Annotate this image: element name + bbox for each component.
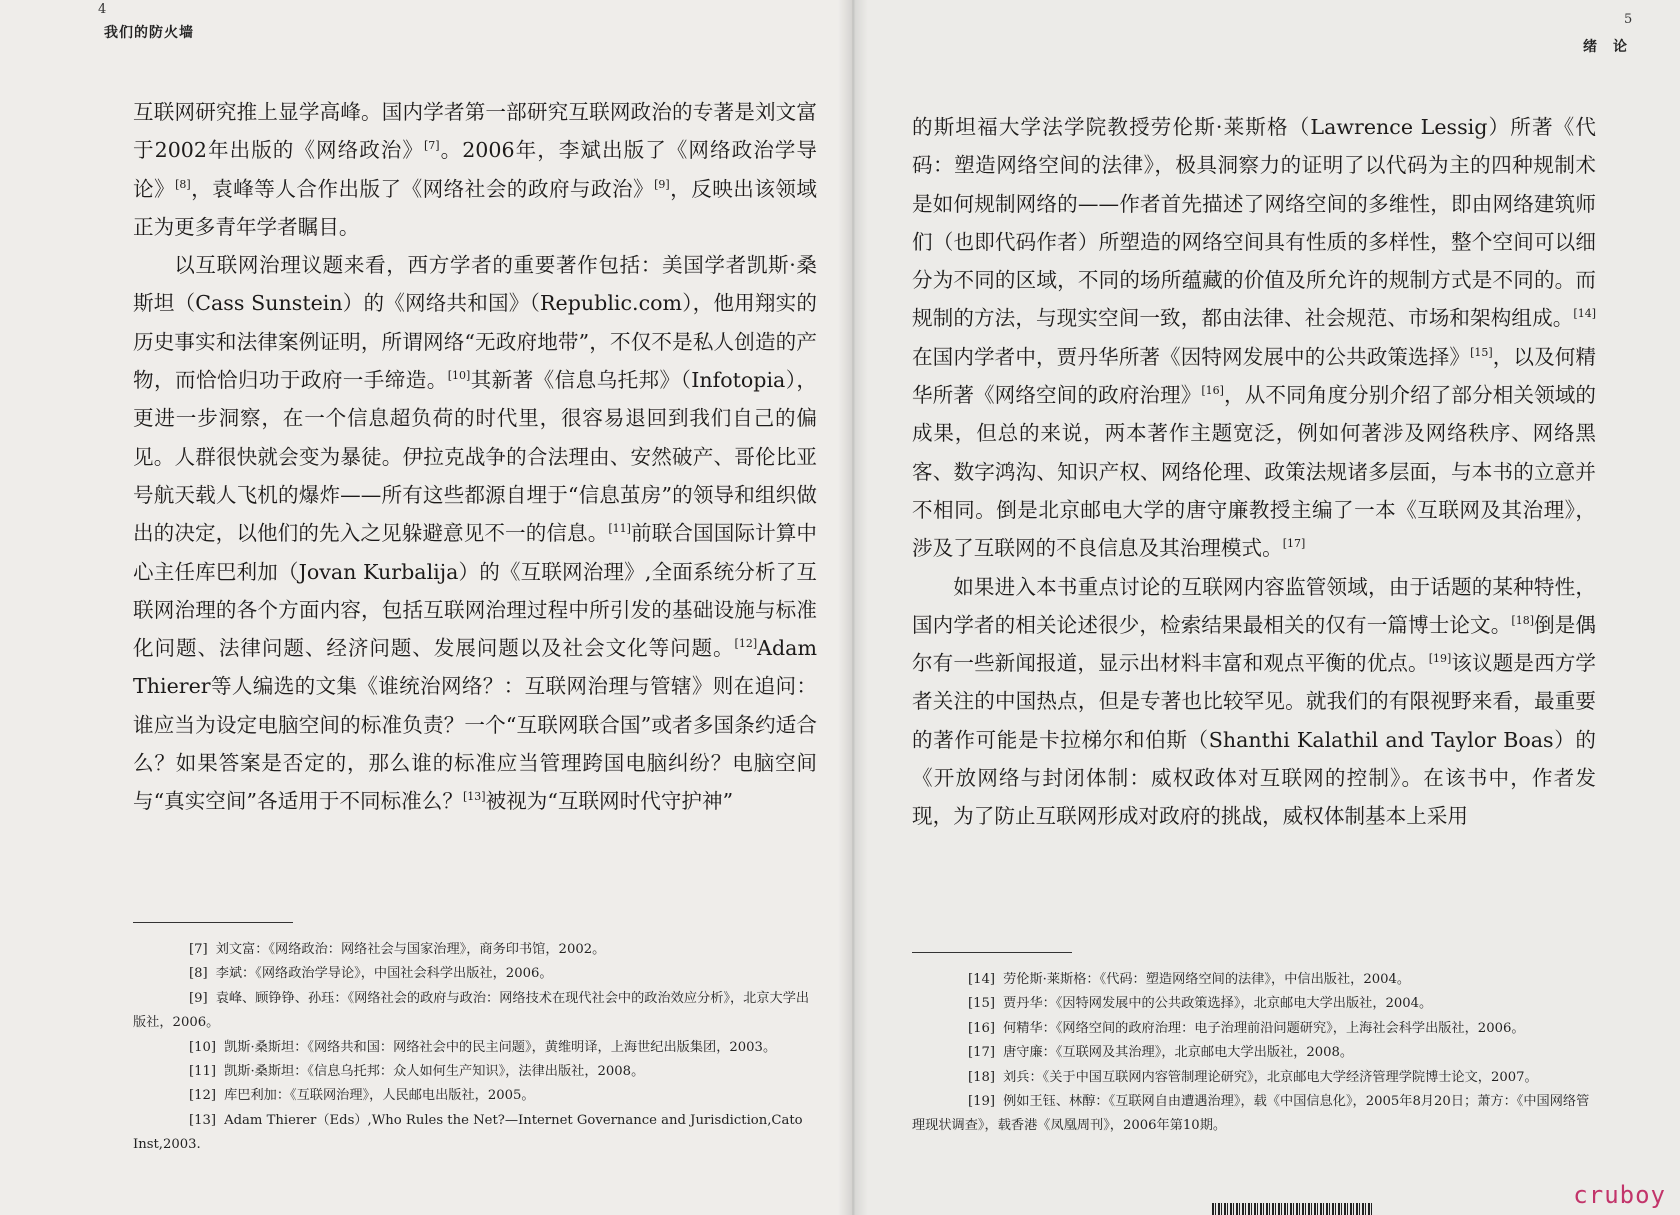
- footnote-reference: [19]: [1428, 652, 1452, 666]
- footnote-entry: [133, 1060, 817, 1084]
- footnote-entry: [912, 992, 1596, 1016]
- body-paragraph: [133, 246, 817, 820]
- text-run: 互联网研究推上显学高峰。国内学者第一部研究互联网政治的专著是刘文富于2002年出版的《网络政治》: [133, 100, 817, 163]
- footnote-entry: [912, 968, 1596, 992]
- footnote-mark: [15]: [968, 996, 996, 1012]
- text-run: 被视为“互联网时代守护神”: [485, 789, 734, 814]
- right-page: [852, 0, 1680, 1215]
- text-run: 。2006年，李斌出版了《网络政治学导论》: [133, 138, 817, 201]
- footnote-text: Adam Thierer（Eds）,Who Rules the Net?—Internet Governance and Jurisdiction,Cato Inst,2003.: [133, 1112, 803, 1153]
- text-run: 倒是偶尔有一些新闻报道，显示出材料丰富和观点平衡的优点。: [912, 612, 1597, 676]
- right-body-text: [912, 108, 1596, 836]
- footnote-mark: [13]: [189, 1112, 217, 1128]
- text-run: ，袁峰等人合作出版了《网络社会的政府与政治》: [190, 176, 655, 201]
- left-footnote-rule: [133, 922, 293, 923]
- text-run: 以互联网治理议题来看，西方学者的重要著作包括：美国学者凯斯·桑斯坦（Cass Sunstein）的《网络共和国》（Republic.com），他用翔实的历史事实和法律案例证明，所谓网络“无政府地带”，不仅不是私人创造的产物，而恰恰归功于政府一手缔造。: [133, 253, 817, 393]
- text-run: Adam Thierer等人编选的文集《谁统治网络？：互联网治理与管辖》则在追问：谁应当为设定电脑空间的标准负责？一个“互联网联合国”或者多国条约适合么？如果答案是否定的，那么谁的标准应当管理跨国电脑纠纷？电脑空间与“真实空间”各适用于不同标准么？: [133, 636, 817, 814]
- right-footnotes: [912, 968, 1596, 1139]
- text-run: 在国内学者中，贾丹华所著《因特网发展中的公共政策选择》: [912, 344, 1471, 369]
- footnote-reference: [18]: [1511, 614, 1534, 627]
- footnote-entry: [133, 1109, 817, 1158]
- footnote-reference: [17]: [1282, 537, 1306, 551]
- footnote-text: 刘兵：《关于中国互联网内容管制理论研究》，北京邮电大学经济管理学院博士论文，2007。: [1003, 1069, 1538, 1085]
- footnote-mark: [8]: [189, 966, 208, 982]
- barcode-strip: [1212, 1203, 1372, 1215]
- footnote-text: 袁峰、顾铮铮、孙珏：《网络社会的政府与政治：网络技术在现代社会中的政治效应分析》，北京大学出版社，2006。: [133, 990, 810, 1031]
- watermark: cruboy: [1573, 1181, 1666, 1209]
- footnote-mark: [7]: [189, 942, 208, 957]
- footnote-reference: [15]: [1470, 345, 1493, 359]
- footnote-entry: [133, 962, 817, 986]
- footnote-text: 例如王钰、林醇：《互联网自由遭遇治理》，载《中国信息化》，2005年8月20日；萧方：《中国网络管理现状调查》，载香港《凤凰周刊》，2006年第10期。: [912, 1094, 1590, 1134]
- footnote-mark: [19]: [968, 1094, 996, 1110]
- text-run: 如果进入本书重点讨论的互联网内容监管领域，由于话题的某种特性，国内学者的相关论述很少，检索结果最相关的仅有一篇博士论文。: [912, 574, 1596, 637]
- right-running-head: 绪 论: [1583, 39, 1628, 55]
- footnote-mark: [16]: [968, 1020, 996, 1036]
- footnote-mark: [14]: [968, 972, 996, 987]
- footnote-text: 贾丹华：《因特网发展中的公共政策选择》，北京邮电大学出版社，2004。: [1003, 996, 1433, 1012]
- footnote-reference: [14]: [1573, 307, 1596, 321]
- footnote-reference: [9]: [654, 177, 670, 191]
- footnote-reference: [8]: [175, 177, 191, 191]
- footnote-entry: [133, 987, 817, 1036]
- footnote-text: 库巴利加：《互联网治理》，人民邮电出版社，2005。: [224, 1088, 535, 1104]
- body-paragraph: [133, 93, 817, 246]
- footnote-entry: [133, 1084, 817, 1108]
- body-paragraph: [912, 568, 1596, 836]
- left-body-text: [133, 93, 817, 821]
- footnote-entry: [912, 1041, 1596, 1065]
- footnote-mark: [11]: [189, 1064, 217, 1080]
- footnote-mark: [12]: [189, 1088, 217, 1104]
- text-run: 该议题是西方学者关注的中国热点，但是专著也比较罕见。就我们的有限视野来看，最重要的著作可能是卡拉梯尔和伯斯（Shanthi Kalathil and Taylor Boas）的《开放网络与封闭体制：威权政体对互联网的控制》。在该书中，作者发现，为了防止互联网形成对政府的挑战，威权体制基本上采用: [912, 651, 1597, 829]
- text-run: ，以及何精华所著《网络空间的政府治理》: [912, 344, 1597, 408]
- footnote-reference: [10]: [447, 369, 471, 383]
- footnote-reference: [16]: [1201, 384, 1224, 398]
- footnote-mark: [10]: [189, 1039, 217, 1055]
- footnote-text: 何精华：《网络空间的政府治理：电子治理前沿问题研究》，上海社会科学出版社，2006。: [1003, 1020, 1525, 1036]
- footnote-reference: [11]: [608, 522, 631, 536]
- left-footnotes: [133, 938, 817, 1158]
- footnote-text: 李斌：《网络政治学导论》，中国社会科学出版社，2006。: [215, 966, 553, 982]
- left-running-head: 我们的防火墙: [104, 25, 194, 41]
- text-run: 其新著《信息乌托邦》（Infotopia），更进一步洞察，在一个信息超负荷的时代里，很容易退回到我们自己的偏见。人群很快就会变为暴徒。伊拉克战争的合法理由、安然破产、哥伦比亚号航天载人飞机的爆炸——所有这些都源自埋于“信息茧房”的领导和组织做出的决定，以他们的先入之见躲避意见不一的信息。: [133, 368, 817, 546]
- footnote-entry: [912, 1090, 1596, 1139]
- footnote-text: 唐守廉：《互联网及其治理》，北京邮电大学出版社，2008。: [1003, 1045, 1354, 1061]
- body-paragraph: [912, 108, 1596, 568]
- footnote-mark: [9]: [189, 990, 208, 1006]
- footnote-reference: [12]: [734, 637, 758, 651]
- footnote-text: 刘文富：《网络政治：网络社会与国家治理》，商务印书馆，2002。: [215, 942, 606, 957]
- text-run: 前联合国国际计算中心主任库巴利加（Jovan Kurbalija）的《互联网治理》,全面系统分析了互联网治理的各个方面内容，包括互联网治理过程中所引发的基础设施与标准化问题、法律问题、经济问题、发展问题以及社会文化等问题。: [133, 521, 818, 661]
- text-run: ，从不同角度分别介绍了部分相关领域的成果，但总的来说，两本著作主题宽泛，例如何著涉及网络秩序、网络黑客、数字鸿沟、知识产权、网络伦理、政策法规诸多层面，与本书的立意并不相同。倒是北京邮电大学的唐守廉教授主编了一本《互联网及其治理》，涉及了互联网的不良信息及其治理模式。: [912, 383, 1597, 561]
- footnote-reference: [13]: [462, 790, 486, 804]
- footnote-text: 劳伦斯·莱斯格：《代码：塑造网络空间的法律》，中信出版社，2004。: [1003, 972, 1411, 987]
- footnote-entry: [912, 1066, 1596, 1090]
- right-footnote-rule: [912, 952, 1072, 953]
- footnote-reference: [7]: [424, 139, 440, 153]
- left-page-number: 4: [98, 2, 107, 17]
- footnote-entry: [133, 1036, 817, 1060]
- footnote-mark: [18]: [968, 1069, 996, 1085]
- text-run: 的斯坦福大学法学院教授劳伦斯·莱斯格（Lawrence Lessig）所著《代码：塑造网络空间的法律》，极具洞察力的证明了以代码为主的四种规制术是如何规制网络的——作者首先描述了网络空间的多维性，即由网络建筑师们（也即代码作者）所塑造的网络空间具有性质的多样性，整个空间可以细分为不同的区域，不同的场所蕴藏的价值及所允许的规制方式是不同的。而规制的方法，与现实空间一致，都由法律、社会规范、市场和架构组成。: [912, 115, 1596, 331]
- footnote-entry: [133, 938, 817, 962]
- text-run: ，反映出该领域正为更多青年学者瞩目。: [133, 176, 818, 239]
- footnote-entry: [912, 1017, 1596, 1041]
- footnote-mark: [17]: [968, 1045, 996, 1061]
- right-page-number: 5: [1624, 12, 1633, 27]
- footnote-text: 凯斯·桑斯坦：《网络共和国：网络社会中的民主问题》，黄维明译，上海世纪出版集团，2003。: [224, 1039, 777, 1055]
- footnote-text: 凯斯·桑斯坦：《信息乌托邦：众人如何生产知识》，法律出版社，2008。: [224, 1064, 645, 1080]
